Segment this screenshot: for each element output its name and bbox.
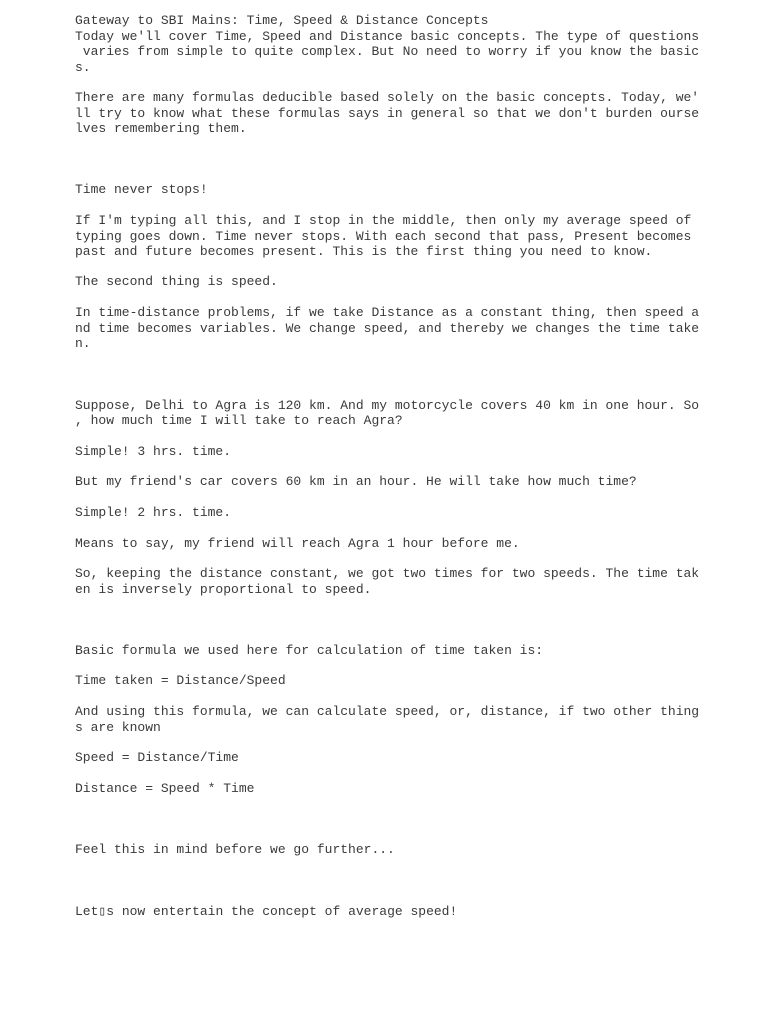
text-line: If I'm typing all this, and I stop in the middle, then only my average speed of bbox=[75, 213, 692, 228]
text-line: Suppose, Delhi to Agra is 120 km. And my motorcycle covers 40 km in one hour. So bbox=[75, 398, 700, 413]
text-line: Feel this in mind before we go further... bbox=[75, 842, 395, 857]
text-line: s are known bbox=[75, 720, 161, 735]
text-line: typing goes down. Time never stops. With each second that pass, Present becomes bbox=[75, 229, 692, 244]
text-line: So, keeping the distance constant, we got two times for two speeds. The time tak bbox=[75, 566, 700, 581]
text-line: n. bbox=[75, 336, 91, 351]
text-line: past and future becomes present. This is the first thing you need to know. bbox=[75, 244, 653, 259]
text-line: Means to say, my friend will reach Agra 1 hour before me. bbox=[75, 536, 520, 551]
text-line: varies from simple to quite complex. But No need to worry if you know the basic bbox=[75, 44, 700, 59]
text-line: There are many formulas deducible based solely on the basic concepts. Today, we' bbox=[75, 90, 700, 105]
text-line: In time-distance problems, if we take Distance as a constant thing, then speed a bbox=[75, 305, 700, 320]
document-title: Gateway to SBI Mains: Time, Speed & Distance Concepts bbox=[75, 13, 489, 28]
text-line: Time never stops! bbox=[75, 182, 208, 197]
formula-line: Distance = Speed * Time bbox=[75, 781, 255, 796]
text-line: The second thing is speed. bbox=[75, 274, 278, 289]
text-line: lves remembering them. bbox=[75, 121, 247, 136]
text-line: And using this formula, we can calculate speed, or, distance, if two other thing bbox=[75, 704, 700, 719]
text-line: , how much time I will take to reach Agra? bbox=[75, 413, 403, 428]
text-line: Let▯s now entertain the concept of average speed! bbox=[75, 904, 458, 919]
text-line: But my friend's car covers 60 km in an hour. He will take how much time? bbox=[75, 474, 637, 489]
text-line: nd time becomes variables. We change speed, and thereby we changes the time take bbox=[75, 321, 700, 336]
text-line: s. bbox=[75, 60, 91, 75]
formula-line: Speed = Distance/Time bbox=[75, 750, 239, 765]
text-line: Simple! 3 hrs. time. bbox=[75, 444, 232, 459]
formula-line: Time taken = Distance/Speed bbox=[75, 673, 286, 688]
text-line: Simple! 2 hrs. time. bbox=[75, 505, 232, 520]
text-line: Basic formula we used here for calculation of time taken is: bbox=[75, 643, 544, 658]
text-line: en is inversely proportional to speed. bbox=[75, 582, 372, 597]
text-line: ll try to know what these formulas says in general so that we don't burden ourse bbox=[75, 106, 700, 121]
text-line: Today we'll cover Time, Speed and Distance basic concepts. The type of questions bbox=[75, 29, 700, 44]
